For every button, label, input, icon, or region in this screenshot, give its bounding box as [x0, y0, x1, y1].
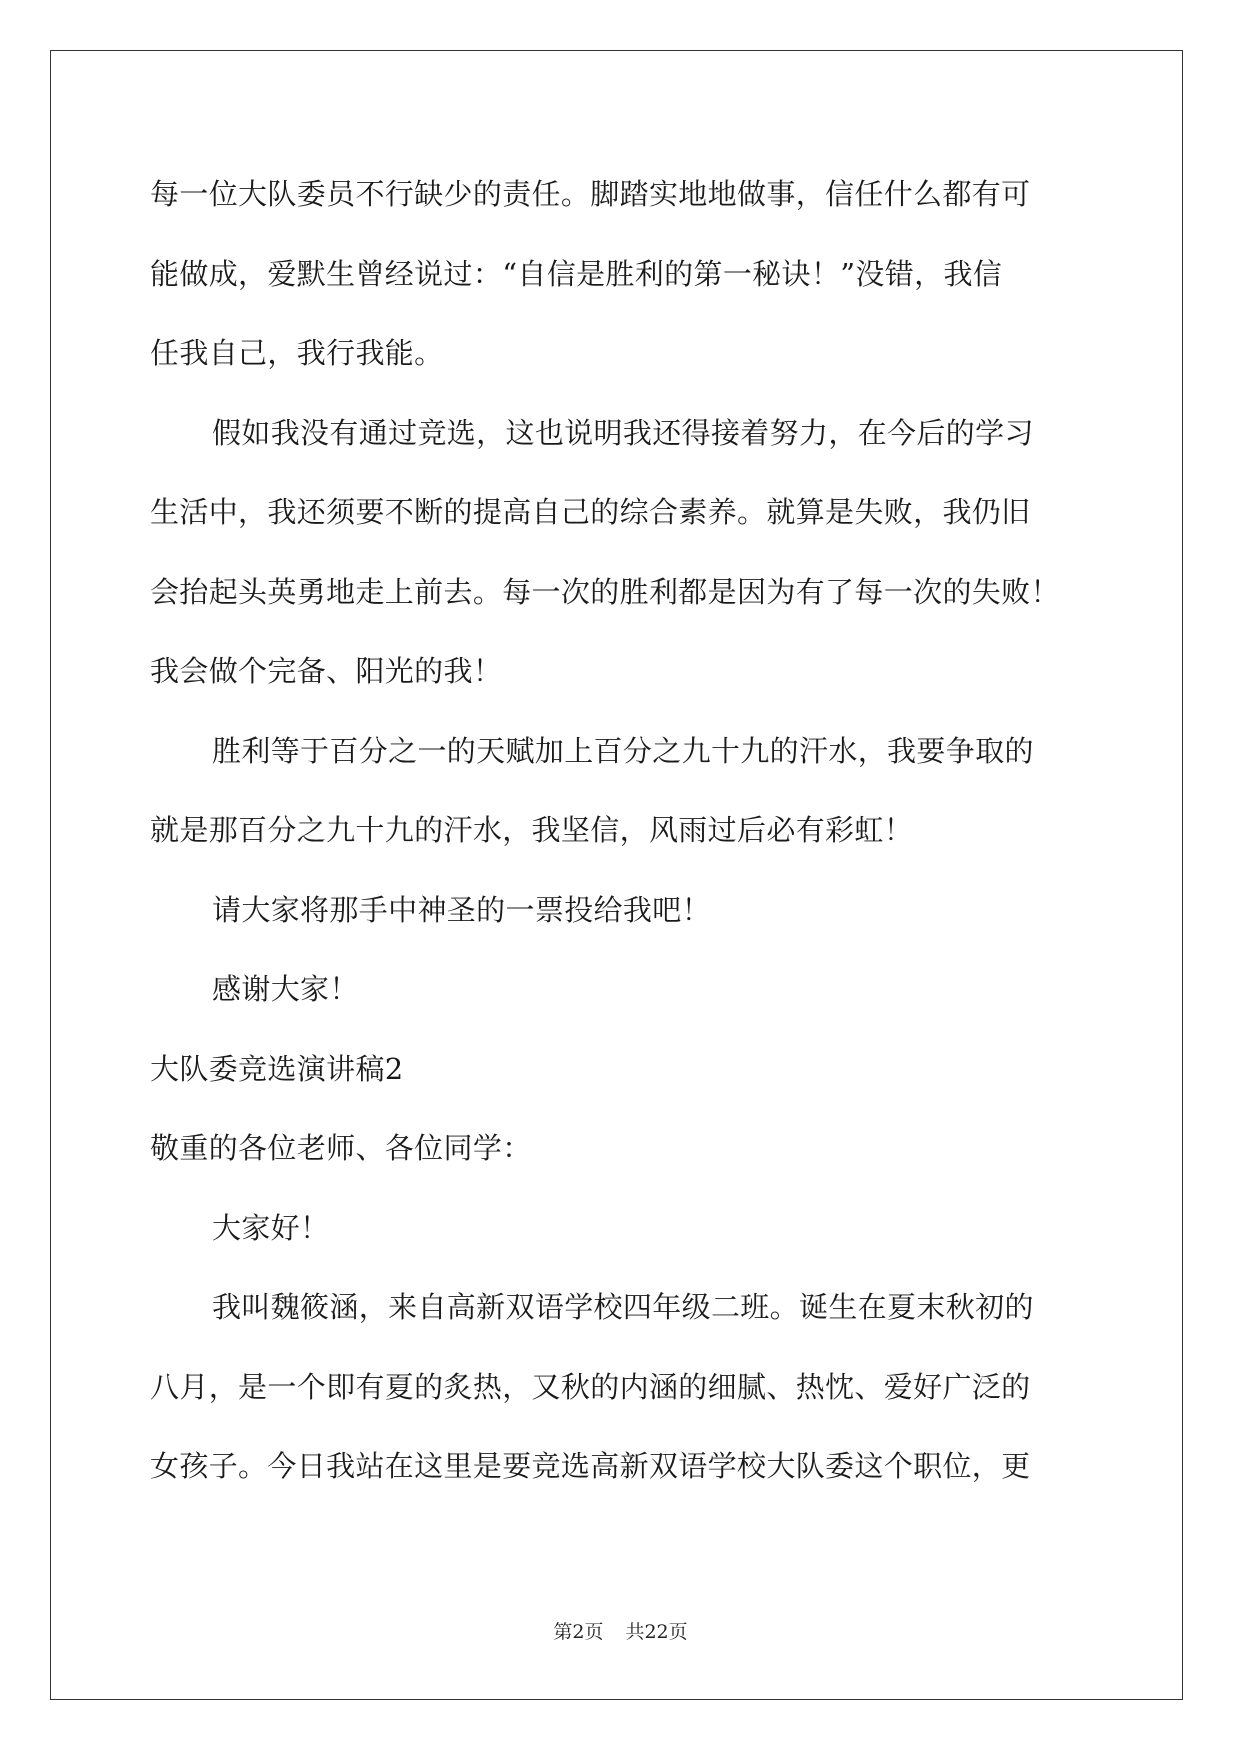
- text-line-17: 女孩子。今日我站在这里是要竞选高新双语学校大队委这个职位，更: [150, 1449, 1031, 1483]
- salutation: 敬重的各位老师、各位同学：: [150, 1131, 532, 1165]
- text-line-9: 就是那百分之九十九的汗水，我坚信，风雨过后必有彩虹！: [150, 813, 914, 847]
- text-line-10: 请大家将那手中神圣的一票投给我吧！: [212, 892, 711, 927]
- text-line-7: 我会做个完备、阳光的我！: [150, 654, 503, 688]
- page-footer: [0, 1620, 1241, 1644]
- document-body: [150, 155, 1090, 1507]
- section-heading: 大队委竞选演讲稿2: [150, 1051, 404, 1086]
- text-line-1: 每一位大队委员不行缺少的责任。脚踏实地地做事，信任什么都有可: [150, 177, 1031, 211]
- text-line-15: 我叫魏筱涵，来自高新双语学校四年级二班。诞生在夏末秋初的: [212, 1290, 1034, 1324]
- text-line-2: 能做成，爱默生曾经说过：“自信是胜利的第一秘诀！”没错，我信: [150, 256, 1003, 291]
- page-total: 共22页: [625, 1621, 688, 1643]
- text-line-3: 任我自己，我行我能。: [150, 336, 444, 370]
- text-line-11: 感谢大家！: [212, 972, 359, 1006]
- text-line-4: 假如我没有通过竞选，这也说明我还得接着努力，在今后的学习: [212, 415, 1034, 450]
- text-line-16: 八月，是一个即有夏的炙热，又秋的内涵的细腻、热忱、爱好广泛的: [150, 1369, 1031, 1404]
- text-line-5: 生活中，我还须要不断的提高自己的综合素养。就算是失败，我仍旧: [150, 495, 1031, 529]
- text-line-6: 会抬起头英勇地走上前去。每一次的胜利都是因为有了每一次的失败！: [150, 574, 1060, 609]
- page-number: 第2页: [553, 1621, 604, 1643]
- text-line-8: 胜利等于百分之一的天赋加上百分之九十九的汗水，我要争取的: [212, 733, 1034, 768]
- greeting: 大家好！: [212, 1210, 330, 1245]
